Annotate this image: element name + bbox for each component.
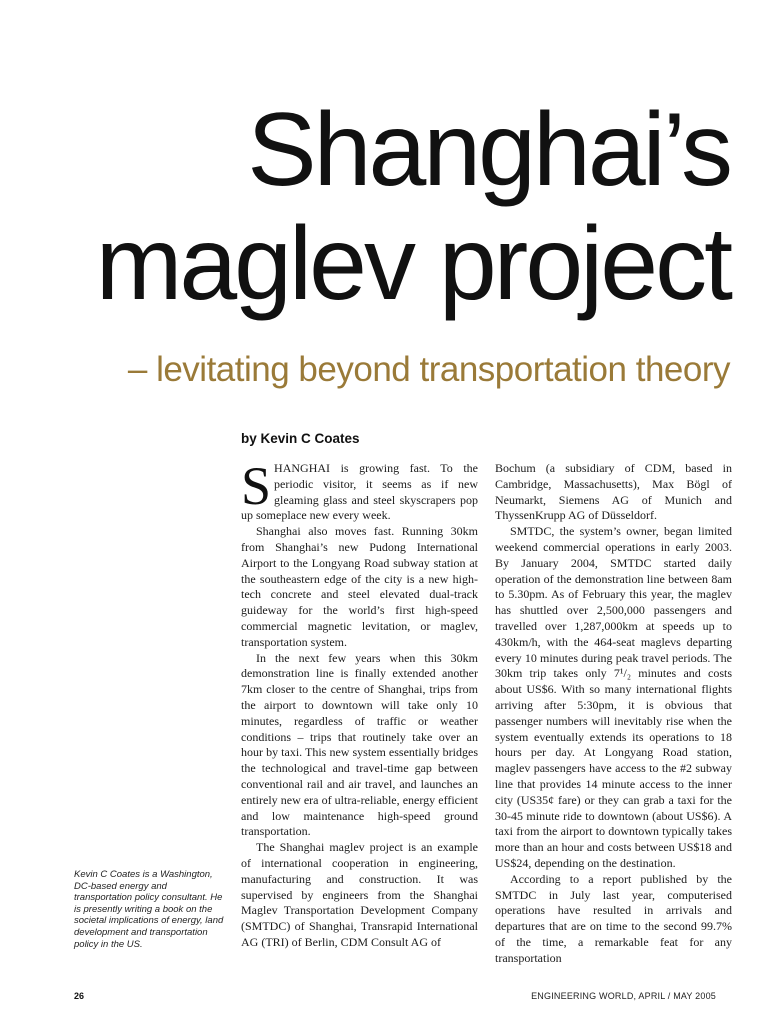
column-2 <box>495 461 732 967</box>
paragraph <box>241 456 478 524</box>
title-line-2: maglev project <box>95 206 730 322</box>
paragraph: Bochum (a subsidiary of CDM, based in Cambridge, Massachusetts), Max Bögl of Neumarkt, Siemens AG of Munich and ThyssenKrupp AG of Düsseldorf. <box>495 461 732 523</box>
byline: by Kevin C Coates <box>241 431 360 446</box>
page-number: 26 <box>74 991 85 1001</box>
author-note: Kevin C Coates is a Washington, DC-based energy and transportation policy consultant. He is presently writing a book on the societal implications of energy, land development and transportation policy in the US. <box>74 869 224 950</box>
column-1 <box>241 456 478 951</box>
publication-footer: ENGINEERING WORLD, APRIL / MAY 2005 <box>531 991 716 1001</box>
paragraph: The Shanghai maglev project is an example of international cooperation in engineering, manufacturing and construction. It was supervised by engineers from the Shanghai Maglev Transportation Development Company (SMTDC) of Shanghai, Transrapid International AG (TRI) of Berlin, CDM Consult AG of <box>241 840 478 949</box>
paragraph: Shanghai also moves fast. Running 30km from Shanghai’s new Pudong International Airport to the Longyang Road subway station at the southeastern edge of the city is a new high-tech concrete and steel elevated dual-track guideway for the world’s first high-speed commercial magnetic levitation, or maglev, transportation system. <box>241 524 478 649</box>
drop-cap: S <box>241 456 272 516</box>
title-line-1: Shanghai’s <box>247 92 730 208</box>
paragraph-text: HANGHAI is growing fast. To the periodic visitor, it seems as if new gleaming glass and steel skyscrapers pop up someplace new every week. <box>241 461 478 523</box>
paragraph: SMTDC, the system’s owner, began limited weekend commercial operations in early 2003. By January 2004, SMTDC started daily operation of the demonstration line between 8am to 5.30pm. As of February this year, the maglev has shuttled over 2,500,000 passengers and travelled over 1,287,000km at speeds up to 430km/h, with the 464-seat maglevs departing every 10 minutes during peak travel periods. The 30km trip takes only 7¹/₂ minutes and costs about US$6. With so many international flights arriving after 5:30pm, it is obvious that passenger numbers will inevitably rise when the system eventually extends its operations to 18 hours per day. At Longyang Road station, maglev passengers have access to the #2 subway line that provides 14 minute access to the inner city (US35¢ fare) or they can grab a taxi for the 30-45 minute ride to downtown (about US$6). A taxi from the airport to downtown typically takes more than an hour and costs between US$18 and US$24, depending on the destination. <box>495 524 732 870</box>
paragraph: In the next few years when this 30km demonstration line is finally extended another 7km closer to the centre of Shanghai, trips from the airport to downtown will take only 10 minutes, regardless of traffic or weather conditions – trips that routinely take over an hour by taxi. This new system essentially bridges the technological and travel-time gap between conventional rail and air travel, and launches an entirely new era of ultra-reliable, energy efficient and low maintenance high-speed ground transportation. <box>241 650 478 839</box>
paragraph: According to a report published by the SMTDC in July last year, computerised operations have resulted in arrivals and departures that are on time to the second 99.7% of the time, a remarkable feat for any transportation <box>495 871 732 965</box>
subtitle: – levitating beyond transportation theory <box>127 350 730 389</box>
